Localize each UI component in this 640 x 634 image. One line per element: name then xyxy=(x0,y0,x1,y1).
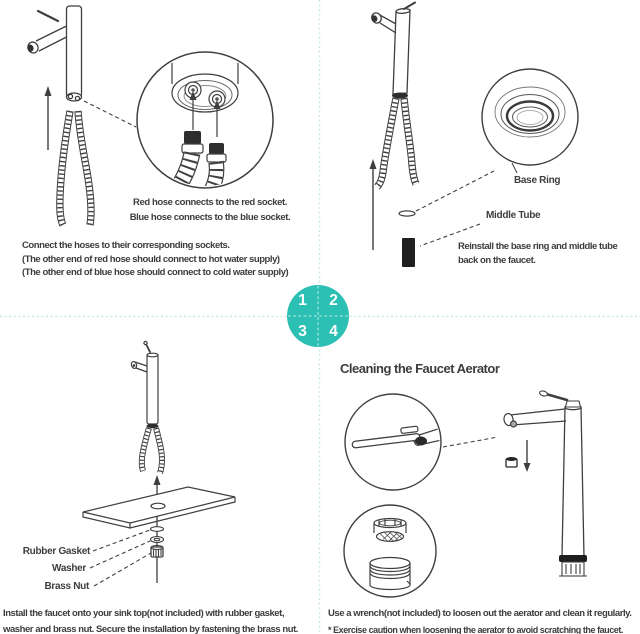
step4-wrench-detail-circle xyxy=(345,394,498,490)
step2-up-arrow xyxy=(370,159,377,250)
step4-down-arrow xyxy=(524,440,531,472)
step2-base-ring-detail-circle xyxy=(482,69,578,173)
step2-faucet-illustration xyxy=(370,3,415,99)
step4-title: Cleaning the Faucet Aerator xyxy=(340,361,500,376)
step2-hoses xyxy=(377,98,416,187)
rubber-gasket-label: Rubber Gasket xyxy=(22,546,90,557)
step4-aerator-piece xyxy=(506,457,517,467)
step-badge-4: 4 xyxy=(329,322,338,340)
base-ring-label: Base Ring xyxy=(514,175,561,186)
step1-socket-detail-circle xyxy=(137,50,273,195)
step3-hoses xyxy=(142,428,162,473)
step1-faucet-illustration xyxy=(26,6,136,127)
brass-nut-label: Brass Nut xyxy=(44,581,89,592)
step-number-badge xyxy=(287,285,349,347)
step3-sink-top xyxy=(83,487,235,528)
step4-faucet-illustration xyxy=(503,390,587,576)
step1-up-arrow xyxy=(45,86,52,150)
step1-hoses xyxy=(60,111,91,225)
middle-tube-label: Middle Tube xyxy=(486,210,541,221)
step3-caption: Install the faucet onto your sink top(not included) with rubber gasket, washer and brass nut. Secure the installation by fastening the brass nut. xyxy=(3,608,298,634)
step4-caption: Use a wrench(not included) to loosen out the aerator and clean it regularly. * Exercise caution when loosening the aerator to avoid scratching the faucet. xyxy=(328,608,632,634)
step3-faucet-illustration xyxy=(131,341,159,428)
washer-label: Washer xyxy=(52,563,86,574)
step-badge-2: 2 xyxy=(329,291,338,309)
step4-aerator-detail-circle xyxy=(344,505,436,597)
step1-callout-text: Red hose connects to the red socket. Blue hose connects to the blue socket. xyxy=(129,197,291,223)
step-badge-3: 3 xyxy=(298,322,307,340)
step2-caption: Reinstall the base ring and middle tube back on the faucet. xyxy=(458,241,618,266)
step3-fastener-parts xyxy=(90,527,164,586)
step-badge-1: 1 xyxy=(298,291,307,309)
step1-caption: Connect the hoses to their corresponding sockets. (The other end of red hose should connect to hot water supply) (The other end of blue hose should connect to cold water supply) xyxy=(22,240,289,279)
